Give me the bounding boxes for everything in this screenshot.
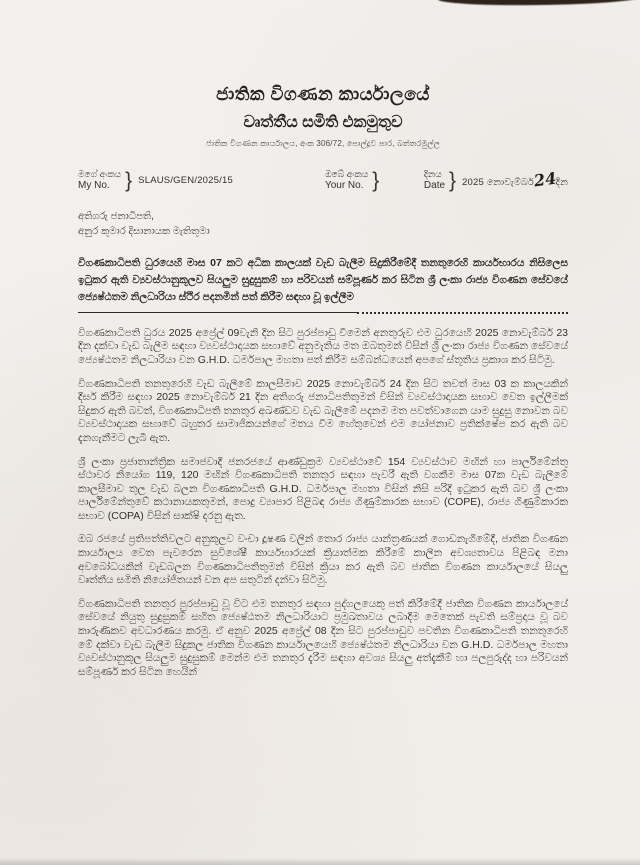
date-suffix: දින <box>555 176 568 188</box>
your-no-label <box>325 169 368 193</box>
my-no-label-si: මගේ අංකය <box>78 169 122 179</box>
scan-bottom-shadow <box>0 858 640 865</box>
letterhead <box>78 84 568 149</box>
subject-heading: විගණකාධිපති ධුරයෙහි මාස 07 කට අධික කාලයක් වැඩ බැලීම සිදුකිරීමේදී තනතුරෙහි කාර්යභාරය නිසිලෙස ඉටුකර ඇති ව්‍යවස්ථානුකූලව සියලුම සුදුසුකම් හා පරිවයන් සම්පූර්ණ කර සිටින ශ්‍රී ලංකා රාජ්‍ය විගණන සේවයේ ජ්‍යෙෂ්ඨතම නිලධාරියා ස්ථිර පදනමින් පත් කිරීම සඳහා වූ ඉල්ලීම <box>78 256 568 303</box>
letter-body <box>78 327 568 680</box>
date-label-en: Date <box>423 180 446 192</box>
letter-paragraph: විගණකාධිපති තනතුර පුරප්පාඩු වූ විට එම තනතුර සඳහා පුද්ගලයෙකු පත් කිරීමේදී ජාතික විගණන කාර්යාලයේ සේවයේ නියුතු සුදුසුකම් සහිත ජ්‍යෙෂ්ඨතම නිලධාරියාට ප්‍රමුඛතාවය ලබාදීම මෙතෙක් පැවති සම්ප්‍රදාය වූ බව කාරුණිකව අවධාරණය කරමු. ඒ අනුව 2025 අප්‍රේල් 08 දින සිට පුරප්පාඩුව පවතින විගණකාධිපති තනතුරෙහි මේ දක්වා වැඩ බැලීම සිදුකල ජාතික විගණන කාර්යාලයෙහි ජ්‍යෙෂ්ඨතම නිලධාරියා වන G.H.D. ධර්මපාල මහතා ව්‍යවස්ථානුකූල සියලුම සුදුසුකම් මෙන්ම එම තනතුර දැරීම සඳහා අවශ්‍ය සියලු අත්දැකීම් හා පලපුරුද්ද හා පරිවයන් සම්පූර්ණ කර සිටින හෙයින් <box>78 597 568 678</box>
your-no-group <box>325 169 385 193</box>
date-label-si: දිනය <box>423 169 442 179</box>
letter-paragraph: විගණකාධිපති තනතුරෙහි වැඩ බැලීමේ කාලසීමාව 2025 නොවැම්බර් 24 දින සිට තවත් මාස 03 ක කාලයකින් දීර්ඝ කිරීම සඳහා 2025 නොවැම්බර් 21 දින අතිගරු ජනාධිපතිතුමන් විසින් ව්‍යවස්ථාදායක සභාව වෙත ඉල්ලීමක් සිදුකර ඇති බවත්, විගණකාධිපති තනතුර අඛණ්ඩව වැඩ බැලීමේ පදනම මත පවත්වාගෙන යාම සුදුසු නොවන බව ව්‍යවස්ථාදායක සභාවේ බහුතර සාමාජිකයන්ගේ මතය වීම හේතුවෙන් එම යෝජනාව ප්‍රතික්ෂේප කර ඇති බව දැනගැනීමට ලැබී ඇත. <box>78 377 568 444</box>
brace-icon: } <box>372 169 380 193</box>
letter-paragraph: ඔබ රජයේ ප්‍රතිපත්තිවලට අනුකූලව වංචා දූෂණ වලින් තොර රාජ්‍ය යාන්ත්‍රණයක් ගොඩනැගීමේදී, ජාතික විගණන කාර්යාලය වෙත පැවරෙන සුවිශේෂී කාර්යභාරයක් ක්‍රියාත්මක කිරීමේ කාලීන අවශ්‍යතාවය පිළිබඳ මනා අවබෝධයකින් වැඩබලන විගණකාධිපතිතුමන් විසින් ක්‍රියා කර ඇති බව ජාතික විගණන කාර්යාලයේ සියලු වෘත්තීය සමිති නියෝජිතයන් වන අප සතුටින් දන්වා සිටිමු. <box>78 533 568 587</box>
letter-paragraph: විගණකාධිපති ධුරය 2025 අප්‍රේල් 09වැනි දින සිට පුරප්පාඩු වීමෙන් අනතුරුව එම ධුරයෙහි 2025 නොවැම්බර් 23 දින දක්වා වැඩ බැලීම සඳහා ව්‍යවස්ථාදායක සභාවේ අනුමැතිය මත ඔබතුමන් විසින් ශ්‍රී ලංකා රාජ්‍ය විගණන සේවයේ ජ්‍යෙෂ්ඨතම නිලධාරියා වන G.H.D. ධර්මපාල මහතා පත් කිරීම සම්බන්ධයෙන් අපගේ ස්තූතිය ප්‍රකාශ කර සිටිමු. <box>78 326 568 366</box>
brace-icon: } <box>449 169 457 193</box>
my-no-label-en: My No. <box>78 180 110 192</box>
subject-underline <box>78 309 568 313</box>
date-handwritten-day: 24 <box>532 168 558 191</box>
date-label <box>424 169 445 193</box>
addressee-line-2: අනුර කුමාර දිසානායක මැතිතුමා <box>78 226 210 238</box>
subject-underline-dotted <box>357 312 568 314</box>
letter-paragraph: ශ්‍රී ලංකා ප්‍රජාතාන්ත්‍රික සමාජවාදී ජනරජයේ ආණ්ඩුක්‍රම ව්‍යවස්ථාවේ 154 ව්‍යවස්ථාව මඟින් හා පාර්ලිමේන්තු ස්ථාවර නියෝග 119, 120 මඟින් විගණකාධිපති තනතුර සඳහා පැවරී ඇති වගකීම මාස 07ක වැඩ බැලීමේ කාලසීමාව තුල වැඩ බලන විගණකාධිපති G.H.D. ධර්මපාල මහතා විසින් නිසි පරිදි ඉටුකර ඇති බව ශ්‍රී ලංකා පාර්ලිමේන්තුවේ කථානායකතුමන්, පොදු ව්‍යාපාර පිළිබඳ රාජ්‍ය ගිණුම්කාරක සභාව (COPE), රාජ්‍ය ගිණුම්කාරක සභාව (COPA) විසින් සාක්ෂි දරනු ඇත. <box>78 455 568 522</box>
my-no-group <box>78 169 233 193</box>
your-no-label-si: ඔබේ අංකය <box>324 169 369 179</box>
my-no-label <box>78 169 121 193</box>
date-value <box>462 168 568 191</box>
org-subtitle: වෘත්තීය සමිති එකමුතුව <box>243 114 403 131</box>
reference-row <box>78 169 568 193</box>
org-title: ජාතික විගණන කාර්යාලයේ <box>216 84 430 104</box>
your-no-label-en: Your No. <box>324 180 364 192</box>
addressee-line-1: අතිගරු ජනාධිපති, <box>78 210 154 222</box>
subject-underline-solid <box>78 312 357 313</box>
my-no-value: SLAUS/GEN/2025/15 <box>138 175 233 187</box>
date-prefix: 2025 නොවැම්බර් <box>462 176 534 188</box>
date-group <box>424 169 568 193</box>
brace-icon: } <box>125 169 133 193</box>
addressee-block <box>78 209 568 240</box>
org-address: ජාතික විගණන කාර්යාලය, අංක 306/72, පොල්දූව පාර, බත්තරමුල්ල <box>205 139 441 148</box>
